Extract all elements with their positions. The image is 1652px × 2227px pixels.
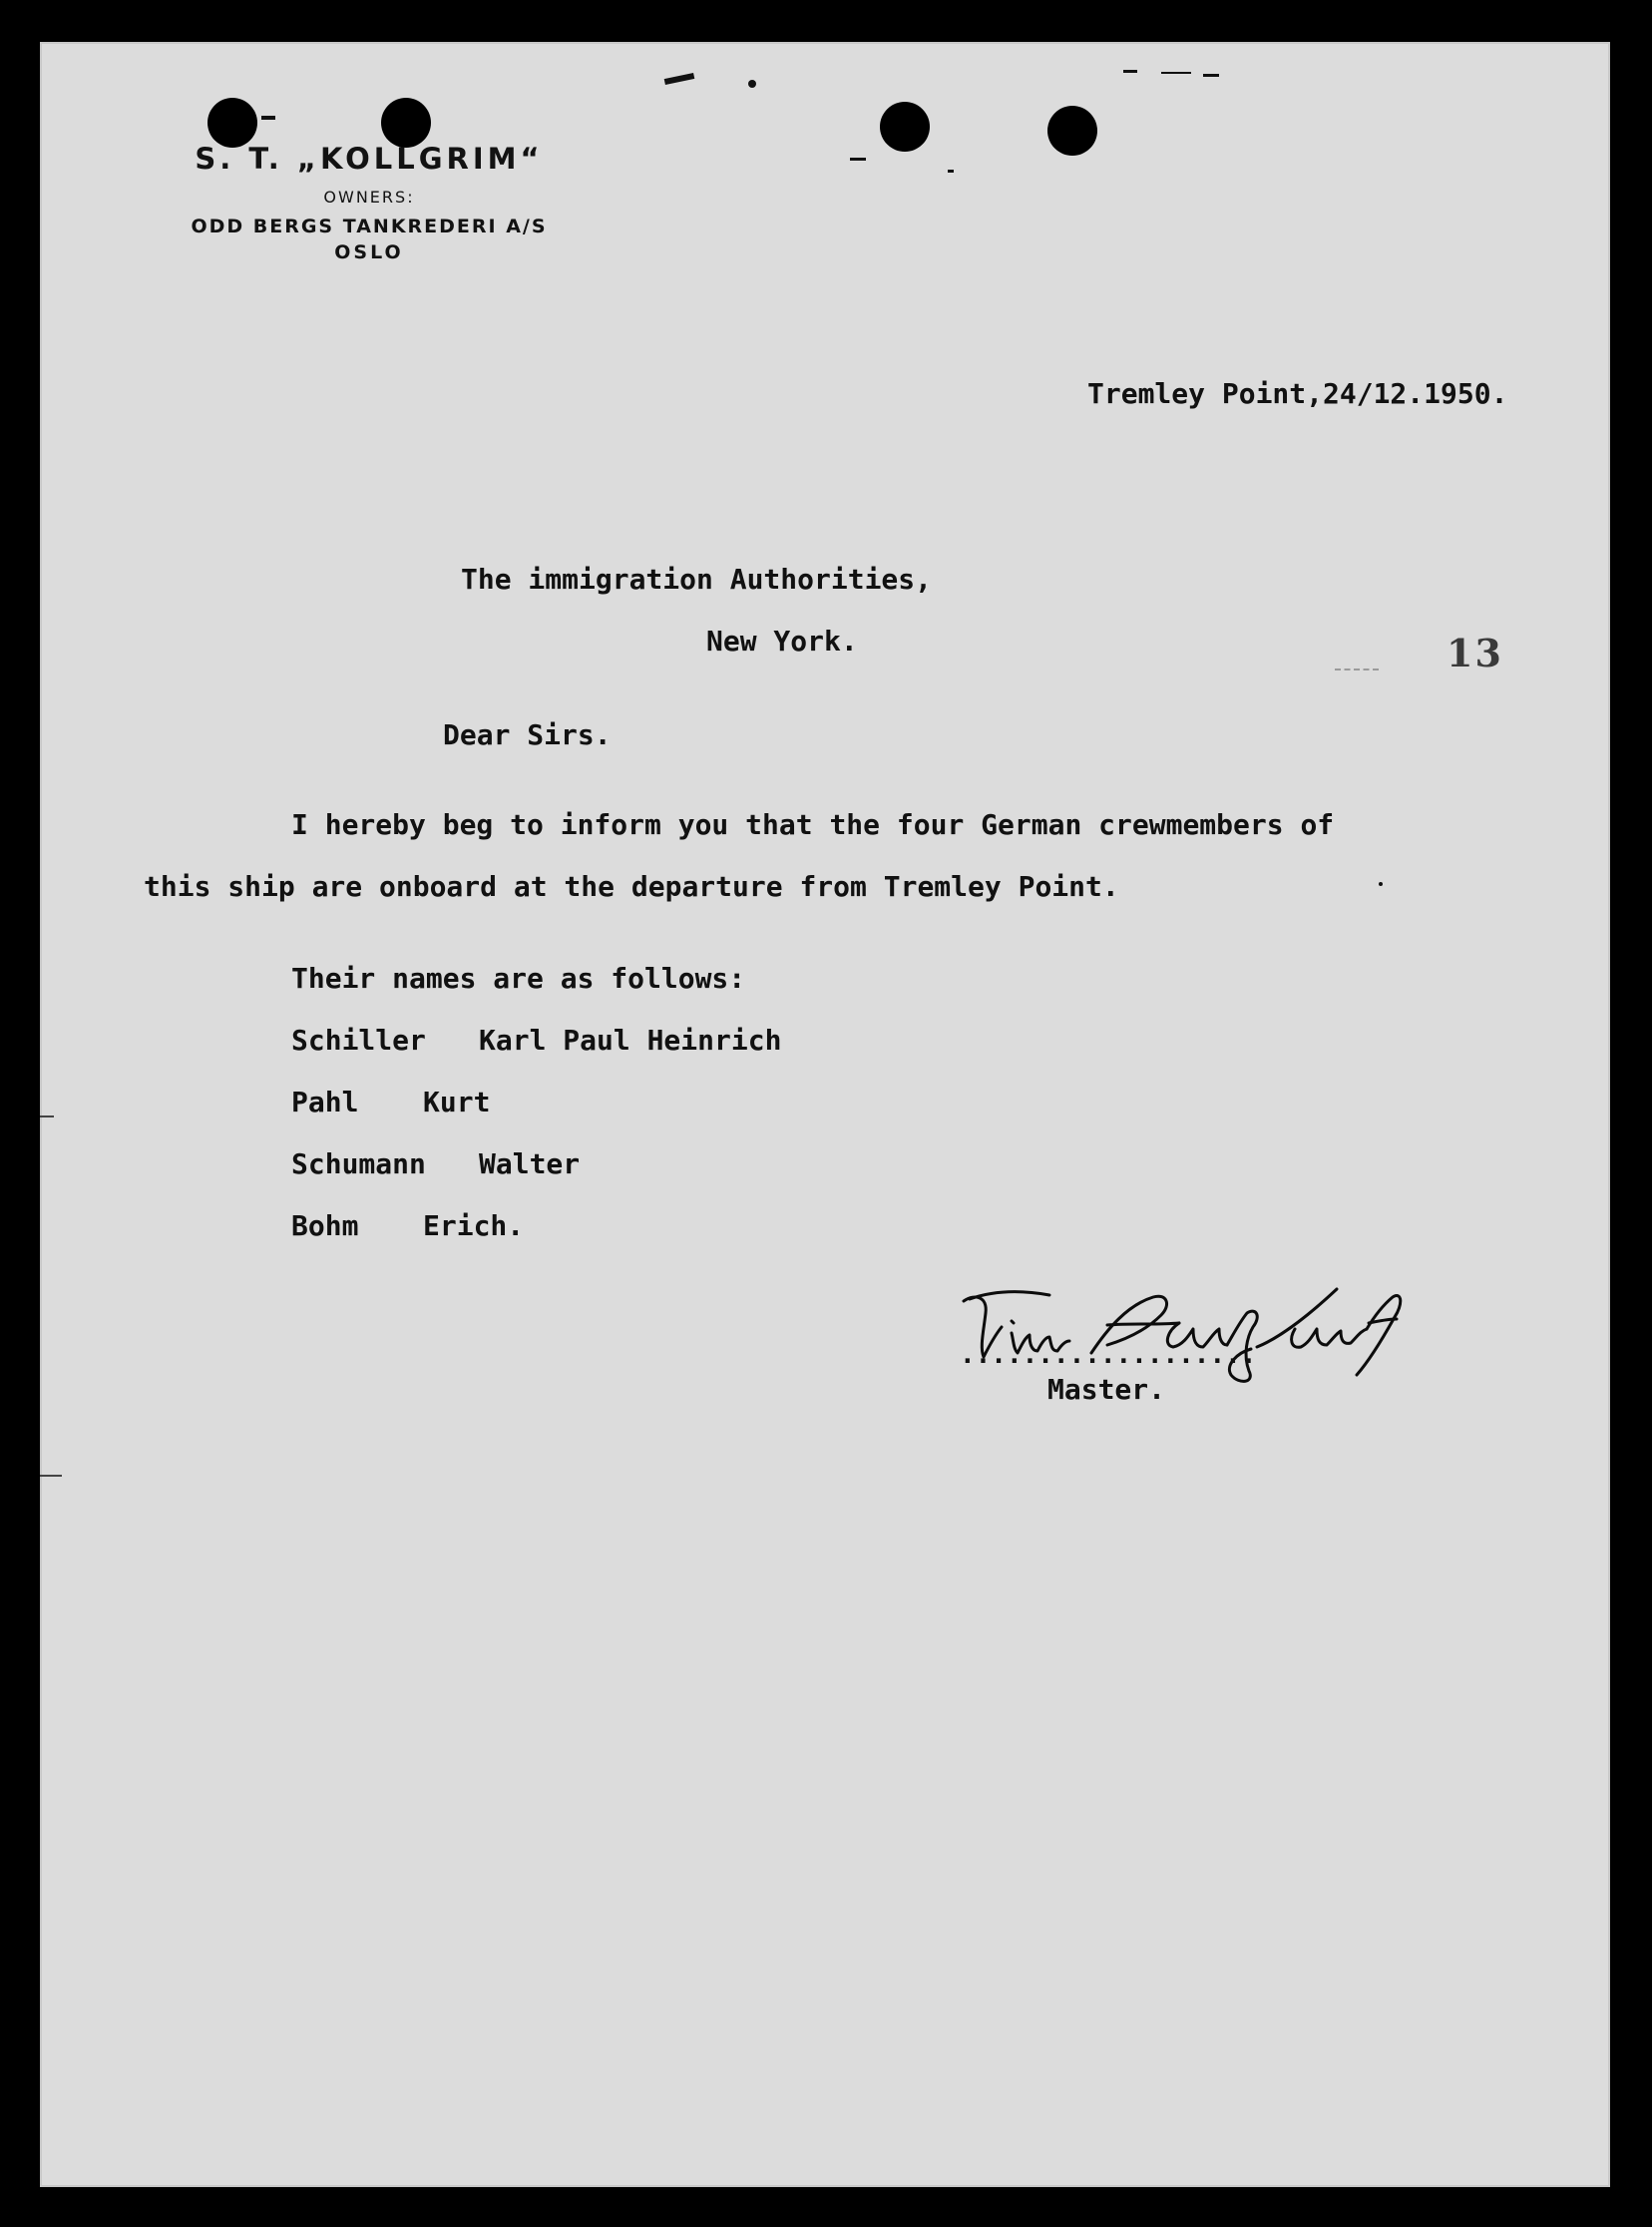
- edge-mark: [40, 1115, 54, 1117]
- scan-speck: [1161, 72, 1191, 74]
- letterhead-owners-label: OWNERS:: [323, 188, 415, 207]
- scan-speck: [261, 116, 275, 120]
- scan-speck: [948, 170, 954, 173]
- scan-speck: [1379, 882, 1383, 886]
- letterhead-city: OSLO: [334, 241, 404, 263]
- page-number-stamp: 13: [1446, 631, 1503, 675]
- scan-speck: [664, 73, 695, 85]
- letterhead-ship-name: S. T. „KOLLGRIM“: [195, 142, 544, 176]
- crew-given-names: Erich.: [423, 1209, 525, 1242]
- punch-hole-4: [1047, 106, 1097, 156]
- punch-hole-3: [880, 102, 930, 152]
- crew-surname: Schumann: [291, 1147, 426, 1180]
- scan-speck: [748, 80, 756, 88]
- crew-surname: Pahl: [291, 1086, 359, 1118]
- recipient-line-2: New York.: [706, 625, 858, 658]
- scan-speck: [850, 158, 866, 161]
- recipient-line-1: The immigration Authorities,: [461, 563, 933, 596]
- body-line-2: this ship are onboard at the departure from Tremley Point.: [144, 870, 1119, 903]
- crew-given-names: Kurt: [423, 1086, 491, 1118]
- salutation: Dear Sirs.: [443, 718, 612, 751]
- scan-speck: [1203, 74, 1219, 77]
- signature-dotted-line: ...................: [960, 1340, 1257, 1370]
- place-date: Tremley Point,24/12.1950.: [1087, 377, 1508, 410]
- letterhead-company: ODD BERGS TANKREDERI A/S: [191, 216, 548, 237]
- crew-given-names: Karl Paul Heinrich: [479, 1024, 782, 1057]
- signature-title: Master.: [1047, 1373, 1166, 1406]
- faint-dash-mark: [1335, 668, 1379, 670]
- body-line-1: I hereby beg to inform you that the four German crewmembers of: [291, 808, 1335, 841]
- scan-speck: [1123, 70, 1137, 73]
- letterhead: [170, 140, 569, 263]
- crew-given-names: Walter: [479, 1147, 581, 1180]
- names-intro: Their names are as follows:: [291, 962, 746, 995]
- crew-surname: Bohm: [291, 1209, 359, 1242]
- handwritten-signature: [958, 1279, 1476, 1399]
- crew-surname: Schiller: [291, 1024, 426, 1057]
- edge-mark: [40, 1475, 62, 1477]
- letter-page: [40, 42, 1610, 2187]
